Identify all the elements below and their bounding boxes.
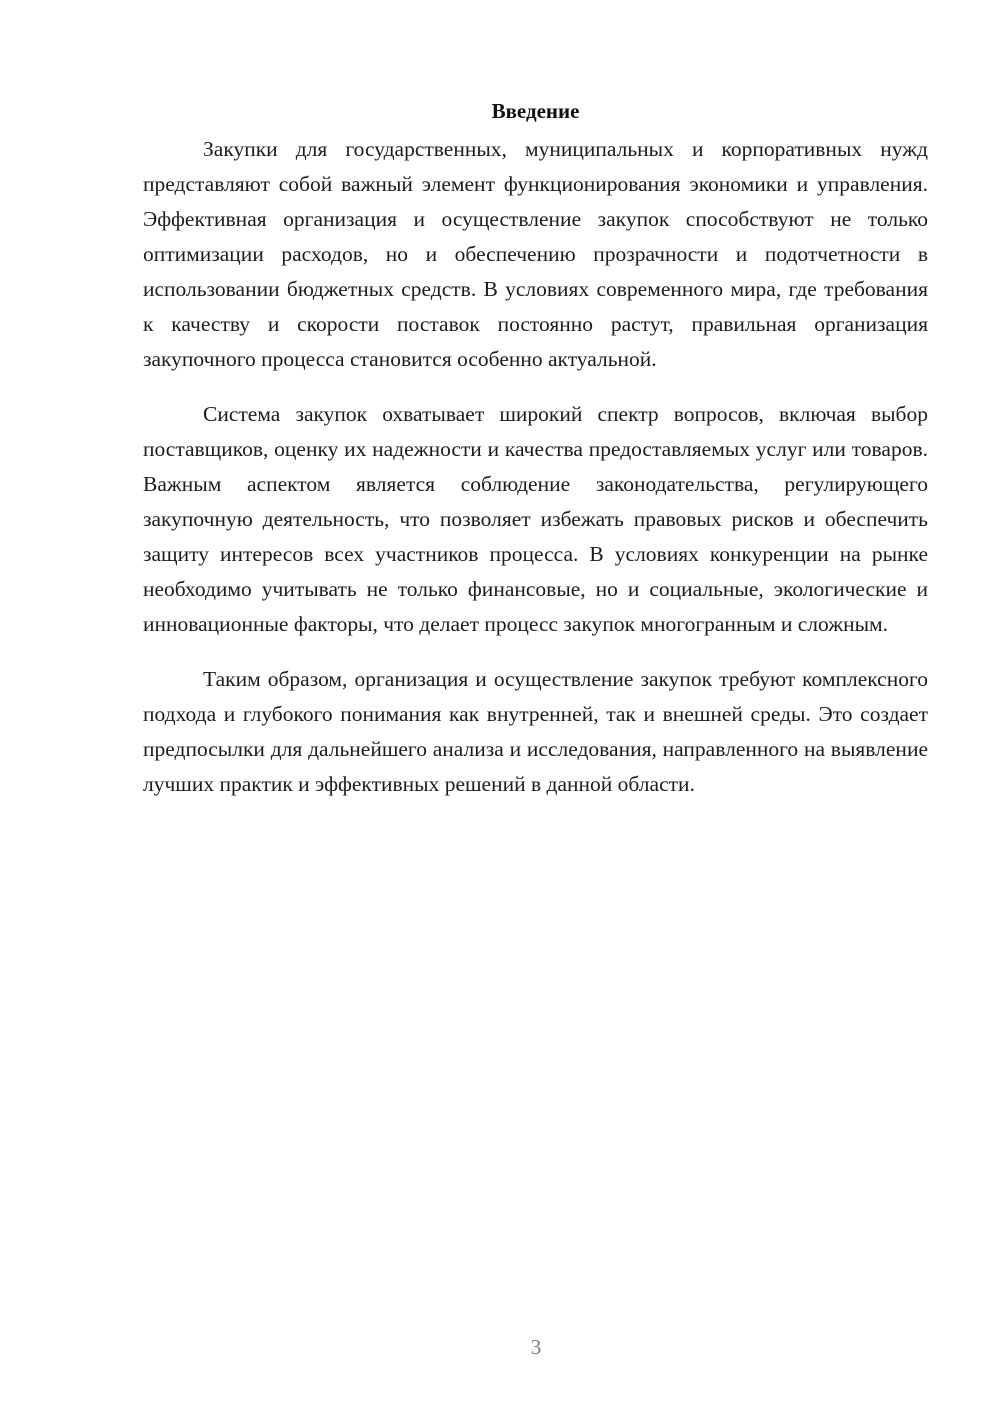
page-number: 3: [530, 1335, 542, 1359]
section-title: Введение: [491, 99, 580, 123]
paragraph-1: Закупки для государственных, муниципальных и корпоративных нужд представляют собой важный элемент функционирования экономики и управления. Эффективная организация и осуществление закупок способствуют не только оптимизации расходов, но и обеспечению прозрачности и подотчетности в использовании бюджетных средств. В условиях современного мира, где требования к качеству и скорости поставок постоянно растут, правильная организация закупочного процесса становится особенно актуальной.: [143, 137, 928, 371]
paragraph-2: Система закупок охватывает широкий спектр вопросов, включая выбор поставщиков, оценку их надежности и качества предоставляемых услуг или товаров. Важным аспектом является соблюдение законодательства, регулирующего закупочную деятельность, что позволяет избежать правовых рисков и обеспечить защиту интересов всех участников процесса. В условиях конкуренции на рынке необходимо учитывать не только финансовые, но и социальные, экологические и инновационные факторы, что делает процесс закупок многогранным и сложным.: [143, 402, 928, 636]
paragraph-3: Таким образом, организация и осуществление закупок требуют комплексного подхода и глубокого понимания как внутренней, так и внешней среды. Это создает предпосылки для дальнейшего анализа и исследования, направленного на выявление лучших практик и эффективных решений в данной области.: [143, 667, 928, 796]
page-content: [143, 96, 928, 822]
